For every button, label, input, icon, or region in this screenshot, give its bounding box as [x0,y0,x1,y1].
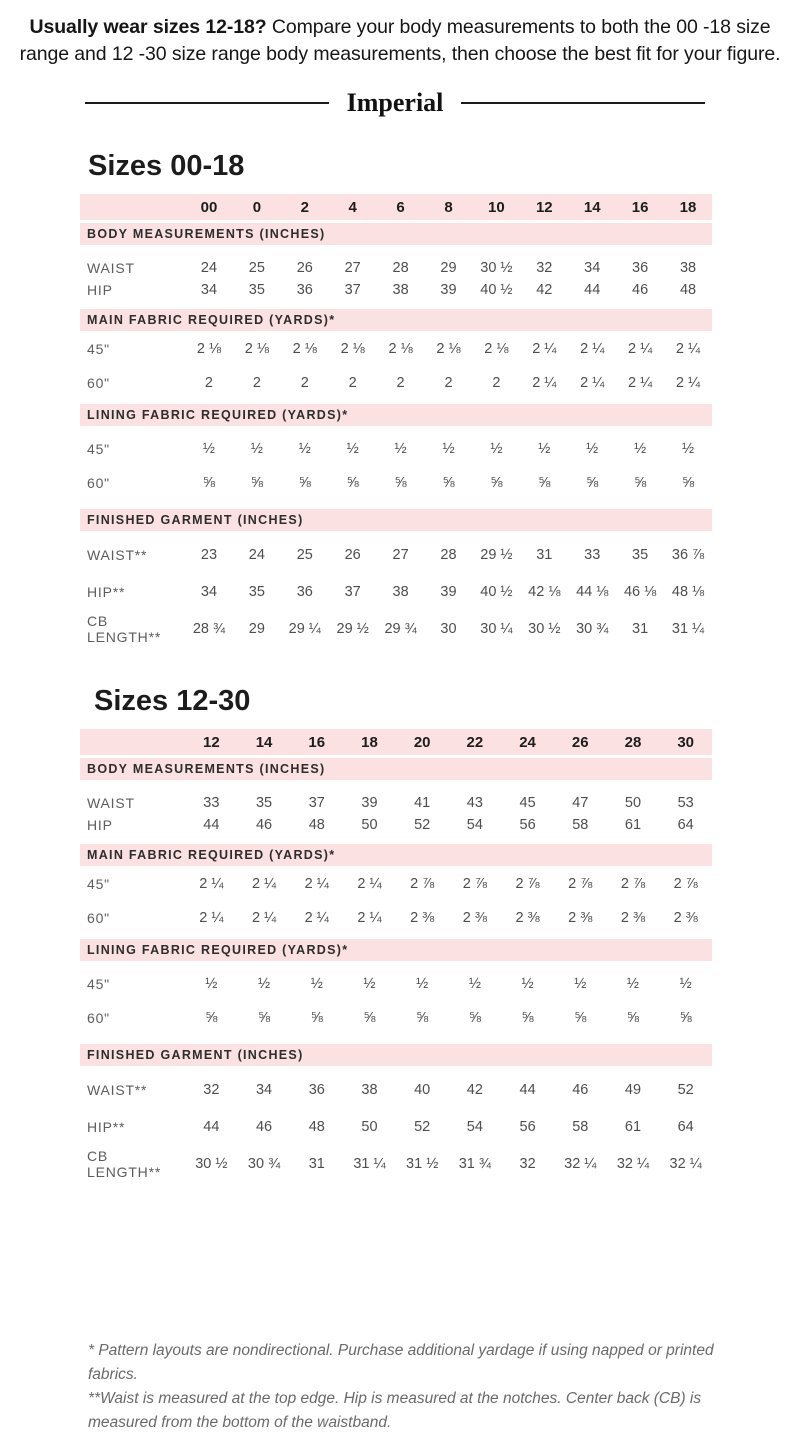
size-column-header: 10 [488,198,505,216]
cell-value: 2 [348,375,357,391]
section-rows [80,866,712,936]
cell-value: ⅝ [298,475,311,491]
cell-value: 37 [344,282,361,298]
cell-value: 31 ½ [406,1155,439,1172]
size-column-header: 8 [444,198,453,216]
cell-value: 25 [248,260,265,276]
cell-value: 28 [392,260,409,276]
cell-value: 46 [572,1081,589,1098]
cell-value: 29 [440,260,457,276]
cell-value: 32 [519,1155,536,1172]
section-heading: LINING FABRIC REQUIRED (YARDS)* [80,404,712,426]
row-label: 60" [87,1010,110,1026]
cell-value: 45 [519,795,536,811]
size-column-header: 6 [396,198,405,216]
cell-value: 44 [519,1081,536,1098]
cell-value: 2 ¼ [532,341,557,357]
cell-value: ⅝ [626,1010,640,1026]
cell-value: 2 ¼ [251,910,277,926]
section-heading: FINISHED GARMENT (INCHES) [80,509,712,531]
cell-value: 34 [200,282,218,298]
cell-value: 46 ⅛ [623,583,657,600]
table-row [80,1071,712,1108]
cell-value: 64 [677,1118,694,1135]
cell-value: 48 [308,817,325,833]
table-row [80,257,712,279]
cell-value: 31 [536,546,553,563]
row-label: 45" [87,341,110,357]
cell-value: 2 ⅛ [292,341,317,357]
cell-value: 33 [584,546,601,563]
cell-value: 26 [344,546,361,563]
row-label: HIP [87,282,113,298]
cell-value: 50 [361,1118,378,1135]
cell-value: 2 ¼ [628,341,653,357]
cell-value: ⅝ [346,475,359,491]
cell-value: ½ [416,976,429,992]
cell-value: ⅝ [634,475,647,491]
cell-value: 30 [440,620,457,637]
cell-value: 2 [300,375,309,391]
cell-value: ½ [586,441,599,457]
cell-value: 2 ⅜ [568,910,593,926]
cell-value: 2 ⅞ [673,876,698,892]
cell-value: 29 ½ [480,546,513,563]
size-column-header: 28 [624,733,642,751]
cell-value: 2 ¼ [675,341,701,357]
cell-value: 44 ⅛ [576,583,609,600]
size-table-section-12-30 [0,685,800,1182]
cell-value: 44 [584,282,601,298]
cell-value: ½ [202,441,215,457]
cell-value: ½ [634,441,647,457]
cell-value: 2 ⅜ [462,910,487,926]
cell-value: 2 [396,375,405,391]
cell-value: 28 ¾ [192,620,226,637]
cell-value: 2 ⅛ [436,341,461,357]
cell-value: 27 [392,546,409,563]
size-table-section-00-18 [0,150,800,647]
cell-value: ½ [298,441,311,457]
cell-value: ½ [310,976,323,992]
cell-value: 39 [440,583,457,600]
divider-line-right [461,102,705,104]
cell-value: ⅝ [681,475,695,491]
cell-value: ½ [258,976,271,992]
cell-value: 34 [200,583,218,600]
cell-value: 36 [296,282,313,298]
size-table-00-18 [80,194,712,647]
cell-value: ⅝ [250,475,263,491]
cell-value: ½ [679,976,692,992]
cell-value: 35 [632,546,649,563]
size-column-header: 22 [466,733,484,751]
row-label: HIP** [87,583,126,600]
cell-value: 2 [444,375,453,391]
cell-value: 31 ¼ [353,1155,386,1172]
cell-value: 2 ⅛ [244,341,269,357]
cell-value: 2 ¼ [532,375,557,391]
table-row [80,867,712,901]
cell-value: 50 [624,795,642,811]
cell-value: 2 ⅛ [388,341,413,357]
cell-value: 44 [203,1118,220,1135]
cell-value: 42 [466,1081,483,1098]
cell-value: 35 [255,795,273,811]
section-rows [80,245,712,306]
cell-value: 2 ¼ [628,375,653,391]
cell-value: 31 [632,620,649,637]
cell-value: 64 [677,817,694,833]
cell-value: 30 ¾ [576,620,609,637]
cell-value: 37 [308,795,325,811]
cell-value: 2 ⅜ [410,910,435,926]
cell-value: 2 ¼ [304,910,329,926]
size-column-header: 20 [413,733,431,751]
intro-question: Usually wear sizes 12-18? [29,16,267,38]
size-column-header: 24 [519,733,536,751]
section-rows [80,531,712,647]
size-header-row [80,194,712,220]
cell-value: 48 ⅛ [671,583,705,600]
cell-value: 2 ⅜ [673,910,698,926]
cell-value: 52 [414,817,431,833]
row-label: 45" [87,876,110,892]
cell-value: 23 [200,546,218,563]
cell-value: ½ [205,976,218,992]
section-heading: FINISHED GARMENT (INCHES) [80,1044,712,1066]
cell-value: 2 ⅞ [620,876,646,892]
cell-value: 30 ¼ [480,620,513,637]
size-column-header: 18 [361,733,378,751]
cell-value: 28 [440,546,457,563]
cell-value: ⅝ [416,1010,429,1026]
cell-value: 2 [252,375,261,391]
cell-value: ½ [363,976,376,992]
cell-value: 29 [248,620,265,637]
cell-value: 31 ¾ [458,1155,491,1172]
cell-value: ½ [346,441,359,457]
cell-value: 48 [308,1118,325,1135]
cell-value: 30 ½ [195,1155,228,1172]
cell-value: ⅝ [679,1010,692,1026]
cell-value: 32 ¼ [616,1155,650,1172]
cell-value: 24 [200,260,218,276]
row-label: 45" [87,976,110,992]
cell-value: 2 ⅞ [515,876,540,892]
cell-value: 25 [296,546,313,563]
cell-value: 32 ¼ [564,1155,597,1172]
cell-value: 2 ⅜ [620,910,646,926]
cell-value: 27 [344,260,361,276]
size-header-row [80,729,712,755]
size-column-header: 26 [571,733,589,751]
cell-value: 54 [466,1118,483,1135]
section-rows [80,1066,712,1182]
row-label: HIP** [87,1118,126,1135]
table-row [80,1108,712,1145]
cell-value: ⅝ [586,475,599,491]
size-column-header: 16 [631,198,649,216]
row-label: WAIST [87,260,135,276]
row-label: WAIST** [87,546,148,563]
cell-value: 56 [519,1118,536,1135]
cell-value: 46 [632,282,649,298]
cell-value: 31 [308,1155,325,1172]
size-column-header: 4 [348,198,357,216]
intro-body: Compare your body measurements to both the 00 -18 size range and 12 -30 size range body measurements, then choose the best fit for your figure. [19,16,781,65]
table-row [80,814,712,836]
table-row [80,792,712,814]
cell-value: 52 [677,1081,694,1098]
cell-value: 30 ½ [480,260,513,276]
table-row [80,366,712,400]
row-label: HIP [87,817,113,833]
cell-value: 40 ½ [480,282,513,298]
cell-value: ⅝ [310,1010,323,1026]
size-column-header: 30 [677,733,695,751]
table-row [80,279,712,301]
cell-value: 43 [466,795,483,811]
section-heading: BODY MEASUREMENTS (INCHES) [80,758,712,780]
table-title-12-30: Sizes 12-30 [94,685,251,717]
size-column-header: 2 [300,198,309,216]
table-row [80,536,712,573]
cell-value: 39 [361,795,378,811]
cell-value: 2 ¼ [304,876,329,892]
cell-value: 2 ⅞ [462,876,487,892]
cell-value: 31 ¼ [671,620,705,637]
cell-value: 24 [248,546,265,563]
size-column-header: 00 [200,198,218,216]
row-label: 60" [87,375,110,391]
intro-text [0,0,800,68]
cell-value: 42 [536,282,553,298]
cell-value: 35 [248,282,265,298]
row-label: 60" [87,475,110,491]
cell-value: 39 [440,282,457,298]
section-rows [80,780,712,841]
cell-value: ⅝ [574,1010,587,1026]
cell-value: ⅝ [490,475,503,491]
section-heading: BODY MEASUREMENTS (INCHES) [80,223,712,245]
footnote-line-2: **Waist is measured at the top edge. Hip is measured at the notches. Center back (CB) is measured from the bottom of the waistband. [88,1390,702,1431]
cell-value: 32 [536,260,553,276]
cell-value: ½ [394,441,407,457]
cell-value: 30 ¾ [247,1155,281,1172]
cell-value: 2 ¼ [251,876,277,892]
divider-line-left [85,102,329,104]
cell-value: 38 [361,1081,378,1098]
table-row [80,466,712,500]
cell-value: ⅝ [202,475,215,491]
cell-value: ⅝ [468,1010,481,1026]
size-column-header: 14 [583,198,601,216]
cell-value: ½ [250,441,263,457]
cell-value: 44 [203,817,220,833]
table-row [80,332,712,366]
size-column-header: 16 [308,733,326,751]
cell-value: 53 [677,795,694,811]
cell-value: 2 ¼ [580,341,605,357]
size-column-header: 18 [679,198,697,216]
cell-value: 33 [203,795,220,811]
cell-value: 34 [584,260,601,276]
cell-value: 37 [344,583,361,600]
section-rows [80,331,712,401]
cell-value: 36 [296,583,313,600]
size-column-header: 0 [252,198,262,216]
cell-value: 29 ½ [336,620,369,637]
cell-value: 32 ¼ [669,1155,702,1172]
cell-value: ⅝ [394,475,407,491]
cell-value: ½ [538,441,551,457]
cell-value: 47 [572,795,589,811]
cell-value: 2 [492,375,501,391]
cell-value: ⅝ [363,1010,376,1026]
cell-value: ⅝ [205,1010,218,1026]
cell-value: 40 ½ [480,583,513,600]
cell-value: 56 [519,817,536,833]
cell-value: 2 ⅜ [515,910,540,926]
size-column-header: 14 [255,733,273,751]
cell-value: 46 [255,817,273,833]
cell-value: 34 [255,1081,273,1098]
row-label: WAIST [87,795,135,811]
cell-value: ½ [574,976,587,992]
cell-value: 38 [392,583,409,600]
footnote [88,1339,756,1435]
cell-value: ½ [490,441,503,457]
cell-value: 2 ¼ [199,910,224,926]
cell-value: ½ [626,976,640,992]
cell-value: 42 ⅛ [528,583,561,600]
cell-value: ⅝ [258,1010,271,1026]
cell-value: 2 ¼ [199,876,224,892]
cell-value: ⅝ [442,475,455,491]
cell-value: 54 [466,817,483,833]
cell-value: 29 ¼ [288,620,321,637]
footnote-line-1: * Pattern layouts are nondirectional. Purchase additional yardage if using napped or printed fabrics. [88,1342,714,1383]
cell-value: 38 [679,260,697,276]
table-row [80,1001,712,1035]
cell-value: 36 ⅞ [671,546,705,563]
cell-value: 32 [203,1081,220,1098]
table-row [80,901,712,935]
section-rows [80,426,712,506]
cell-value: 2 ⅛ [340,341,365,357]
section-rows [80,961,712,1041]
row-label: WAIST** [87,1081,148,1098]
cell-value: 2 ¼ [357,876,382,892]
table-title-00-18: Sizes 00-18 [88,150,245,182]
cell-value: 29 ¾ [384,620,417,637]
size-column-header: 12 [535,198,553,216]
cell-value: ½ [521,976,534,992]
cell-value: 40 [414,1081,431,1098]
row-label: 60" [87,910,110,926]
unit-heading: Imperial [346,88,444,117]
size-column-header: 12 [203,733,220,751]
table-row [80,432,712,466]
cell-value: ⅝ [521,1010,534,1026]
section-heading: LINING FABRIC REQUIRED (YARDS)* [80,939,712,961]
cell-value: 58 [572,1118,589,1135]
cell-value: 2 ¼ [580,375,605,391]
cell-value: 35 [248,583,265,600]
cell-value: 2 ¼ [675,375,701,391]
cell-value: 46 [255,1118,273,1135]
cell-value: 61 [624,817,642,833]
size-table-12-30 [80,729,712,1182]
cell-value: 36 [308,1081,325,1098]
cell-value: 38 [392,282,409,298]
cell-value: ½ [681,441,695,457]
cell-value: ½ [442,441,455,457]
table-row [80,967,712,1001]
cell-value: 2 ¼ [357,910,382,926]
cell-value: 26 [296,260,313,276]
unit-heading-divider [85,90,705,116]
cell-value: ⅝ [538,475,551,491]
row-label: CB LENGTH** [87,1147,162,1180]
cell-value: 61 [624,1118,642,1135]
cell-value: ½ [468,976,481,992]
cell-value: 2 ⅛ [196,341,222,357]
section-heading: MAIN FABRIC REQUIRED (YARDS)* [80,309,712,331]
row-label: CB LENGTH** [87,612,162,645]
row-label: 45" [87,441,110,457]
cell-value: 50 [361,817,378,833]
table-row [80,1145,712,1182]
section-heading: MAIN FABRIC REQUIRED (YARDS)* [80,844,712,866]
table-row [80,573,712,610]
cell-value: 49 [624,1081,642,1098]
cell-value: 2 ⅞ [410,876,435,892]
cell-value: 2 ⅛ [484,341,509,357]
cell-value: 48 [679,282,697,298]
cell-value: 2 [204,375,213,391]
cell-value: 2 ⅞ [568,876,593,892]
cell-value: 36 [632,260,649,276]
cell-value: 58 [572,817,589,833]
table-row [80,610,712,647]
cell-value: 30 ½ [528,620,561,637]
cell-value: 41 [414,795,431,811]
cell-value: 52 [414,1118,431,1135]
